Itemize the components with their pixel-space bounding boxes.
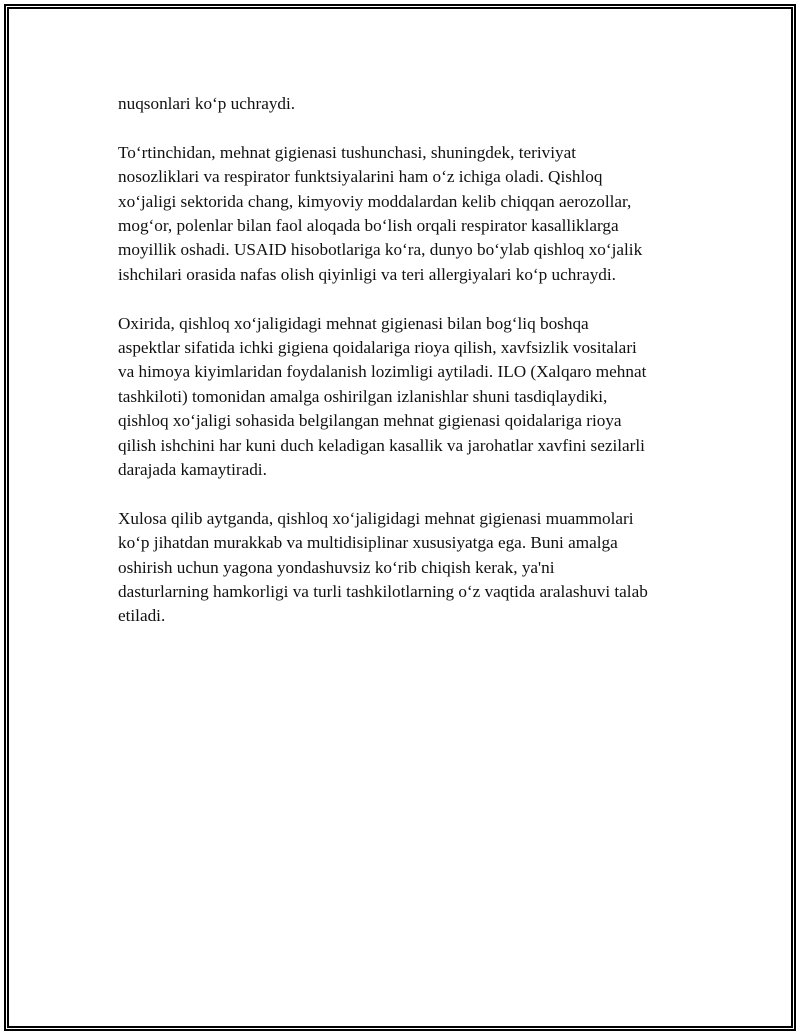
paragraph-4: Xulosa qilib aytganda, qishloq xo‘jaligidagi mehnat gigienasi muammolari ko‘p jihatdan murakkab va multidisiplinar xususiyatga ega. Buni amalga oshirish uchun yagona yondashuvsiz ko‘rib chiqish kerak, ya'ni dasturlarning hamkorligi va turli tashkilotlarning o‘z vaqtida aralashuvi talab etiladi. — [118, 508, 648, 626]
paragraph-1: nuqsonlari ko‘p uchraydi. — [118, 94, 296, 113]
document-body — [118, 92, 690, 653]
paragraph-3: Oxirida, qishloq xo‘jaligidagi mehnat gigienasi bilan bog‘liq boshqa aspektlar sifatida ichki gigiena qoidalariga rioya qilish, xavfsizlik vositalari va himoya kiyimlaridan foydalanish lozimligi aytiladi. ILO (Xalqaro mehnat tashkiloti) tomonidan amalga oshirilgan izlanishlar shuni tasdiqlaydiki, qishloq xo‘jaligi sohasida belgilangan mehnat gigienasi qoidalariga rioya qilish ishchini har kuni duch keladigan kasallik va jarohatlar xavfini sezilarli darajada kamaytiradi. — [118, 313, 647, 480]
paragraph-2: To‘rtinchidan, mehnat gigienasi tushunchasi, shuningdek, teriviyat nosozliklari va respirator funktsiyalarini ham o‘z ichiga oladi. Qishloq xo‘jaligi sektorida chang, kimyoviy moddalardan kelib chiqqan aerozollar, mog‘or, polenlar bilan faol aloqada bo‘lish orqali respirator kasalliklarga moyillik oshadi. USAID hisobotlariga ko‘ra, dunyo bo‘ylab qishloq xo‘jalik ishchilari orasida nafas olish qiyinligi va teri allergiyalari ko‘p uchraydi. — [118, 142, 643, 284]
